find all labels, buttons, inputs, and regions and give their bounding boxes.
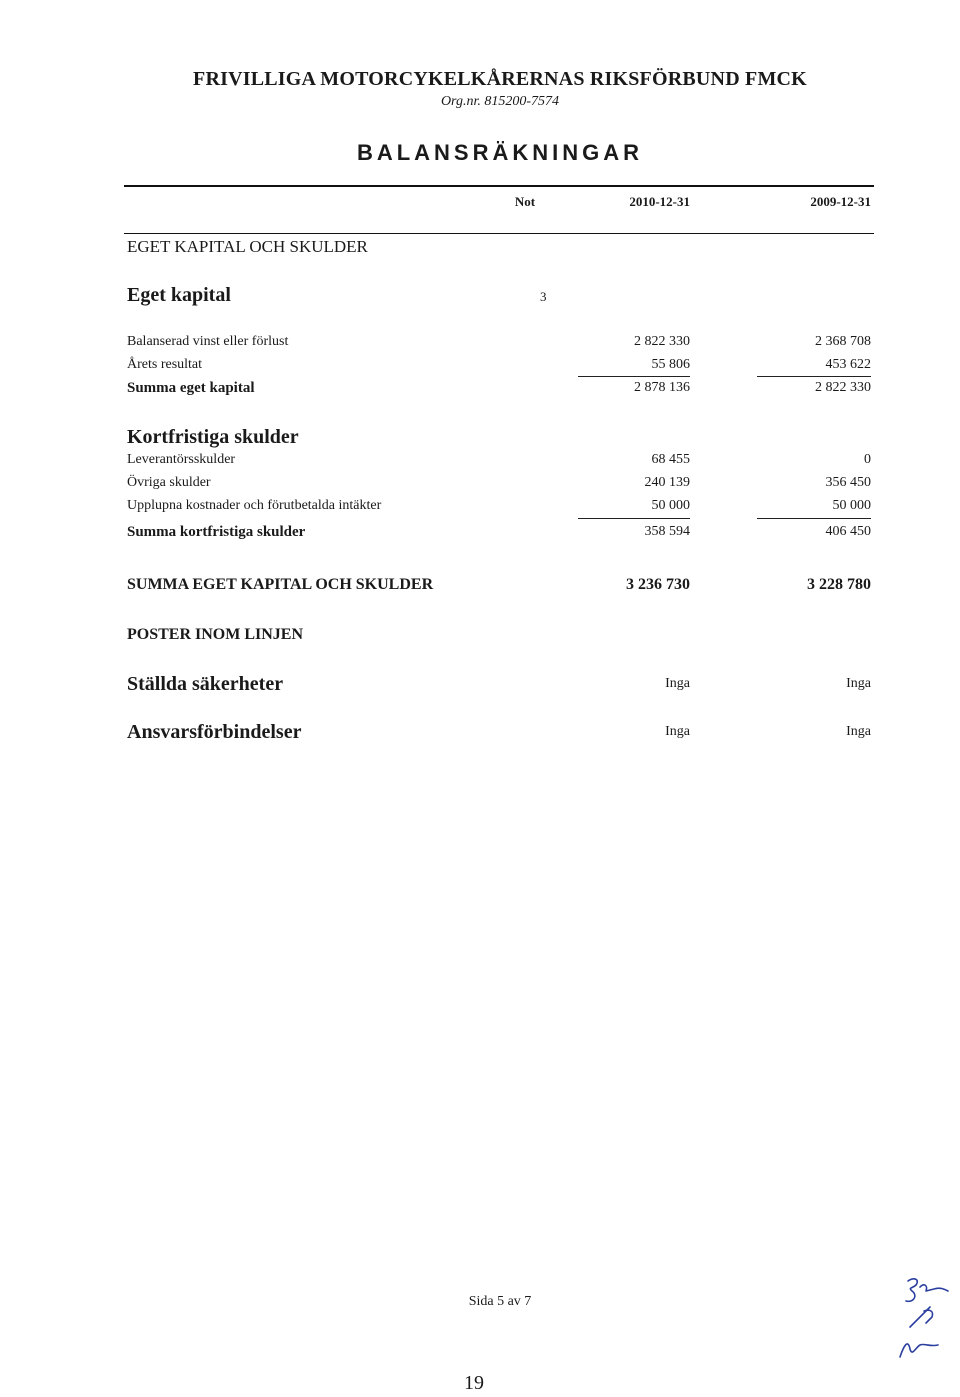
off-balance-heading: POSTER INOM LINJEN	[127, 626, 304, 643]
contingent-liabilities-current: Inga	[665, 724, 690, 739]
liabilities-row-label: Övriga skulder	[127, 475, 211, 490]
equity-total-previous: 2 822 330	[815, 380, 871, 395]
column-header-note: Not	[514, 194, 536, 209]
liabilities-total-previous: 406 450	[825, 524, 871, 539]
grand-total-label: SUMMA EGET KAPITAL OCH SKULDER	[127, 576, 434, 593]
column-header-previous: 2009-12-31	[810, 194, 871, 209]
column-header-current: 2010-12-31	[629, 194, 690, 209]
handwritten-initials-signature	[890, 1265, 952, 1365]
liabilities-row-label: Upplupna kostnader och förutbetalda intäkter	[127, 498, 382, 513]
liabilities-heading: Kortfristiga skulder	[127, 426, 299, 448]
equity-row-label: Årets resultat	[127, 357, 203, 372]
equity-row-label: Balanserad vinst eller förlust	[127, 334, 289, 349]
equity-total-current: 2 878 136	[634, 380, 690, 395]
page-number: 19	[464, 1372, 484, 1394]
liabilities-row-previous: 50 000	[832, 498, 871, 513]
equity-note-ref: 3	[540, 289, 547, 304]
liabilities-row-current: 68 455	[651, 452, 690, 467]
liabilities-row-current: 240 139	[644, 475, 690, 490]
equity-sum-rule-previous	[757, 376, 871, 377]
grand-total-current: 3 236 730	[626, 576, 690, 593]
liabilities-row-previous: 356 450	[825, 475, 871, 490]
header-rule	[124, 185, 874, 187]
contingent-liabilities-label: Ansvarsförbindelser	[127, 721, 302, 743]
liabilities-total-current: 358 594	[644, 524, 690, 539]
liabilities-total-label: Summa kortfristiga skulder	[127, 524, 306, 540]
pledged-assets-label: Ställda säkerheter	[127, 673, 284, 695]
section-heading-main: EGET KAPITAL OCH SKULDER	[127, 237, 368, 256]
equity-sum-rule-current	[578, 376, 690, 377]
equity-row-current: 2 822 330	[634, 334, 690, 349]
liabilities-row-previous: 0	[864, 452, 871, 467]
column-header-rule	[124, 233, 874, 234]
liabilities-sum-rule-previous	[757, 518, 871, 519]
pledged-assets-previous: Inga	[846, 676, 871, 691]
liabilities-row-current: 50 000	[651, 498, 690, 513]
page-title: BALANSRÄKNINGAR	[356, 140, 644, 165]
grand-total-previous: 3 228 780	[807, 576, 871, 593]
equity-total-label: Summa eget kapital	[127, 380, 255, 396]
pledged-assets-current: Inga	[665, 676, 690, 691]
equity-row-previous: 2 368 708	[815, 334, 871, 349]
org-number: Org.nr. 815200-7574	[440, 94, 560, 109]
liabilities-sum-rule-current	[578, 518, 690, 519]
equity-row-current: 55 806	[651, 357, 690, 372]
page-counter: Sida 5 av 7	[468, 1294, 532, 1309]
organization-name: FRIVILLIGA MOTORCYKELKÅRERNAS RIKSFÖRBUND FMCK	[193, 68, 807, 90]
equity-row-previous: 453 622	[825, 357, 871, 372]
contingent-liabilities-previous: Inga	[846, 724, 871, 739]
equity-heading: Eget kapital	[127, 284, 231, 306]
liabilities-row-label: Leverantörsskulder	[127, 452, 236, 467]
